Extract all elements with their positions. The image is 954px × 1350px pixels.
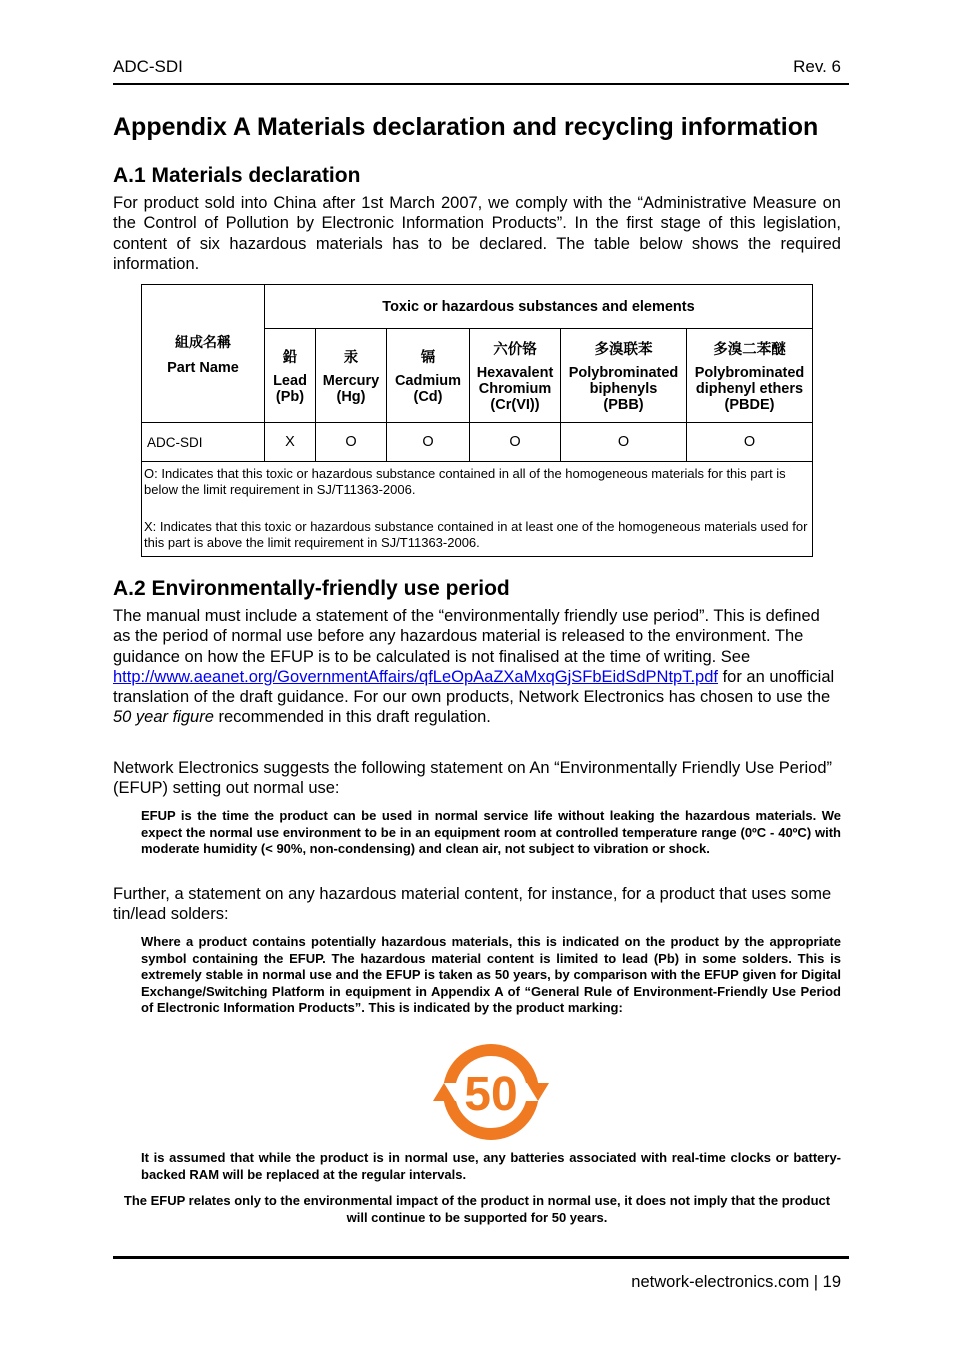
part-name-en: Part Name xyxy=(167,359,239,376)
value-cell-mercury: O xyxy=(316,423,387,462)
column-en2-chromium: Chromium xyxy=(478,381,552,397)
column-symbol-chromium: (Cr(VI)) xyxy=(490,397,540,413)
column-symbol-pbde: (PBDE) xyxy=(724,397,775,413)
note-x: X: Indicates that this toxic or hazardous substance contained in at least one of the homogeneous materials used for this part is above the limit requirement in SJ/T11363-2006. xyxy=(144,518,808,551)
column-header-lead xyxy=(265,329,316,423)
efup-p1-after-link: for an unofficial translation of the draft guidance. For our own products, Network Electronics has chosen to use the xyxy=(113,667,835,707)
column-en-chromium: Hexavalent xyxy=(476,365,554,381)
column-symbol-mercury: (Hg) xyxy=(336,389,366,405)
part-name-cell: ADC-SDI xyxy=(142,423,265,462)
column-cn-mercury: 汞 xyxy=(343,350,359,366)
part-name-header xyxy=(142,285,265,423)
column-symbol-cadmium: (Cd) xyxy=(413,389,443,405)
aeanet-guidance-link[interactable]: http://www.aeanet.org/GovernmentAffairs/qfLeOpAaZXaMxqGjSFbEidSdPNtpT.pdf xyxy=(113,667,718,686)
hazardous-content-quote: Where a product contains potentially hazardous materials, this is indicated on the product by the appropriate symbol containing the EFUP. The hazardous material content is limited to lead (Pb) in some solders. This is extremely stable in normal use and the EFUP is taken as 50 years, by comparison with the EFUP given for Digital Exchange/Switching Platform in equipment in Appendix A of “General Rule of Environment-Friendly Use Period of Electronic Information Products”. This is indicated by the product marking: xyxy=(141,934,841,1016)
battery-note: It is assumed that while the product is in normal use, any batteries associated with real-time clocks or battery-backed RAM will be replaced at the regular intervals. xyxy=(141,1150,841,1182)
column-cn-pbb: 多溴联苯 xyxy=(594,342,653,358)
column-en2-pbde: diphenyl ethers xyxy=(695,381,804,397)
efup-p1-italic: 50 year figure xyxy=(113,708,214,727)
header-rule xyxy=(113,83,849,85)
column-header-chromium xyxy=(470,329,561,423)
column-en-mercury: Mercury xyxy=(322,373,380,389)
part-name-cn: 組成名稱 xyxy=(175,333,231,350)
efup-paragraph-3: Further, a statement on any hazardous material content, for instance, for a product that uses some tin/lead solders: xyxy=(113,885,832,924)
value-cell-chromium: O xyxy=(470,423,561,462)
efup-paragraph-2: Network Electronics suggests the following statement on An “Environmentally Friendly Use Period” (EFUP) setting out normal use: xyxy=(113,759,832,798)
efup-closing-note: The EFUP relates only to the environmental impact of the product in normal use, it does not imply that the product will continue to be supported for 50 years. xyxy=(123,1193,831,1225)
note-o: O: Indicates that this toxic or hazardous substance contained in all of the homogeneous materials for this part is below the limit requirement in SJ/T11363-2006. xyxy=(144,466,786,498)
value-cell-lead: X xyxy=(265,423,316,462)
section-heading-materials: A.1 Materials declaration xyxy=(113,164,361,187)
value-cell-pbb: O xyxy=(561,423,687,462)
efup-p1-text: The manual must include a statement of the “environmentally friendly use period”. This is defined as the period of normal use before any hazardous material is released to the environment. The guidance on how the EFUP is to be calculated is not finalised at the time of writing. See xyxy=(113,607,820,666)
section-heading-efup: A.2 Environmentally-friendly use period xyxy=(113,577,510,600)
column-cn-pbde: 多溴二苯醚 xyxy=(713,342,786,358)
table-notes xyxy=(142,462,813,557)
efup-50-year-icon xyxy=(432,1041,550,1143)
column-header-mercury xyxy=(316,329,387,423)
efup-p1-end: recommended in this draft regulation. xyxy=(213,708,491,727)
column-en-pbde: Polybrominated xyxy=(694,365,805,381)
column-en2-pbb: biphenyls xyxy=(589,381,658,397)
value-cell-pbde: O xyxy=(687,423,813,462)
column-cn-cadmium: 镉 xyxy=(420,350,436,366)
efup-paragraph-1 xyxy=(113,606,841,728)
footer-page-info: network-electronics.com | 19 xyxy=(631,1273,841,1291)
materials-intro-paragraph: For product sold into China after 1st March 2007, we comply with the “Administrative Measure on the Control of Pollution by Electronic Information Products”. In the first stage of this legislation, content of six hazardous materials has to be declared. The table below shows the required information. xyxy=(113,194,841,273)
efup-symbol-number: 50 xyxy=(464,1068,518,1121)
substances-group-header: Toxic or hazardous substances and elements xyxy=(265,285,813,329)
column-en-cadmium: Cadmium xyxy=(394,373,462,389)
page-title: Appendix A Materials declaration and recycling information xyxy=(113,113,819,141)
column-cn-chromium: 六价铬 xyxy=(493,342,537,358)
table-row xyxy=(142,423,813,462)
column-symbol-lead: (Pb) xyxy=(275,389,305,405)
column-symbol-pbb: (PBB) xyxy=(603,397,644,413)
materials-table xyxy=(141,284,813,557)
column-header-cadmium xyxy=(387,329,470,423)
efup-definition-quote: EFUP is the time the product can be used in normal service life without leaking the hazardous materials. We expect the normal use environment to be in an equipment room at controlled temperature range (0ºC - 40ºC) with moderate humidity (< 90%, non-condensing) and clean air, not subject to vibration or shock. xyxy=(141,808,841,857)
column-en-lead: Lead xyxy=(273,373,307,389)
footer-rule xyxy=(113,1256,849,1259)
column-en-pbb: Polybrominated xyxy=(568,365,679,381)
value-cell-cadmium: O xyxy=(387,423,470,462)
column-cn-lead: 鉛 xyxy=(282,350,298,366)
column-header-pbb xyxy=(561,329,687,423)
column-header-pbde xyxy=(687,329,813,423)
header-doc-name: ADC-SDI xyxy=(113,57,183,76)
header-revision: Rev. 6 xyxy=(793,57,841,76)
